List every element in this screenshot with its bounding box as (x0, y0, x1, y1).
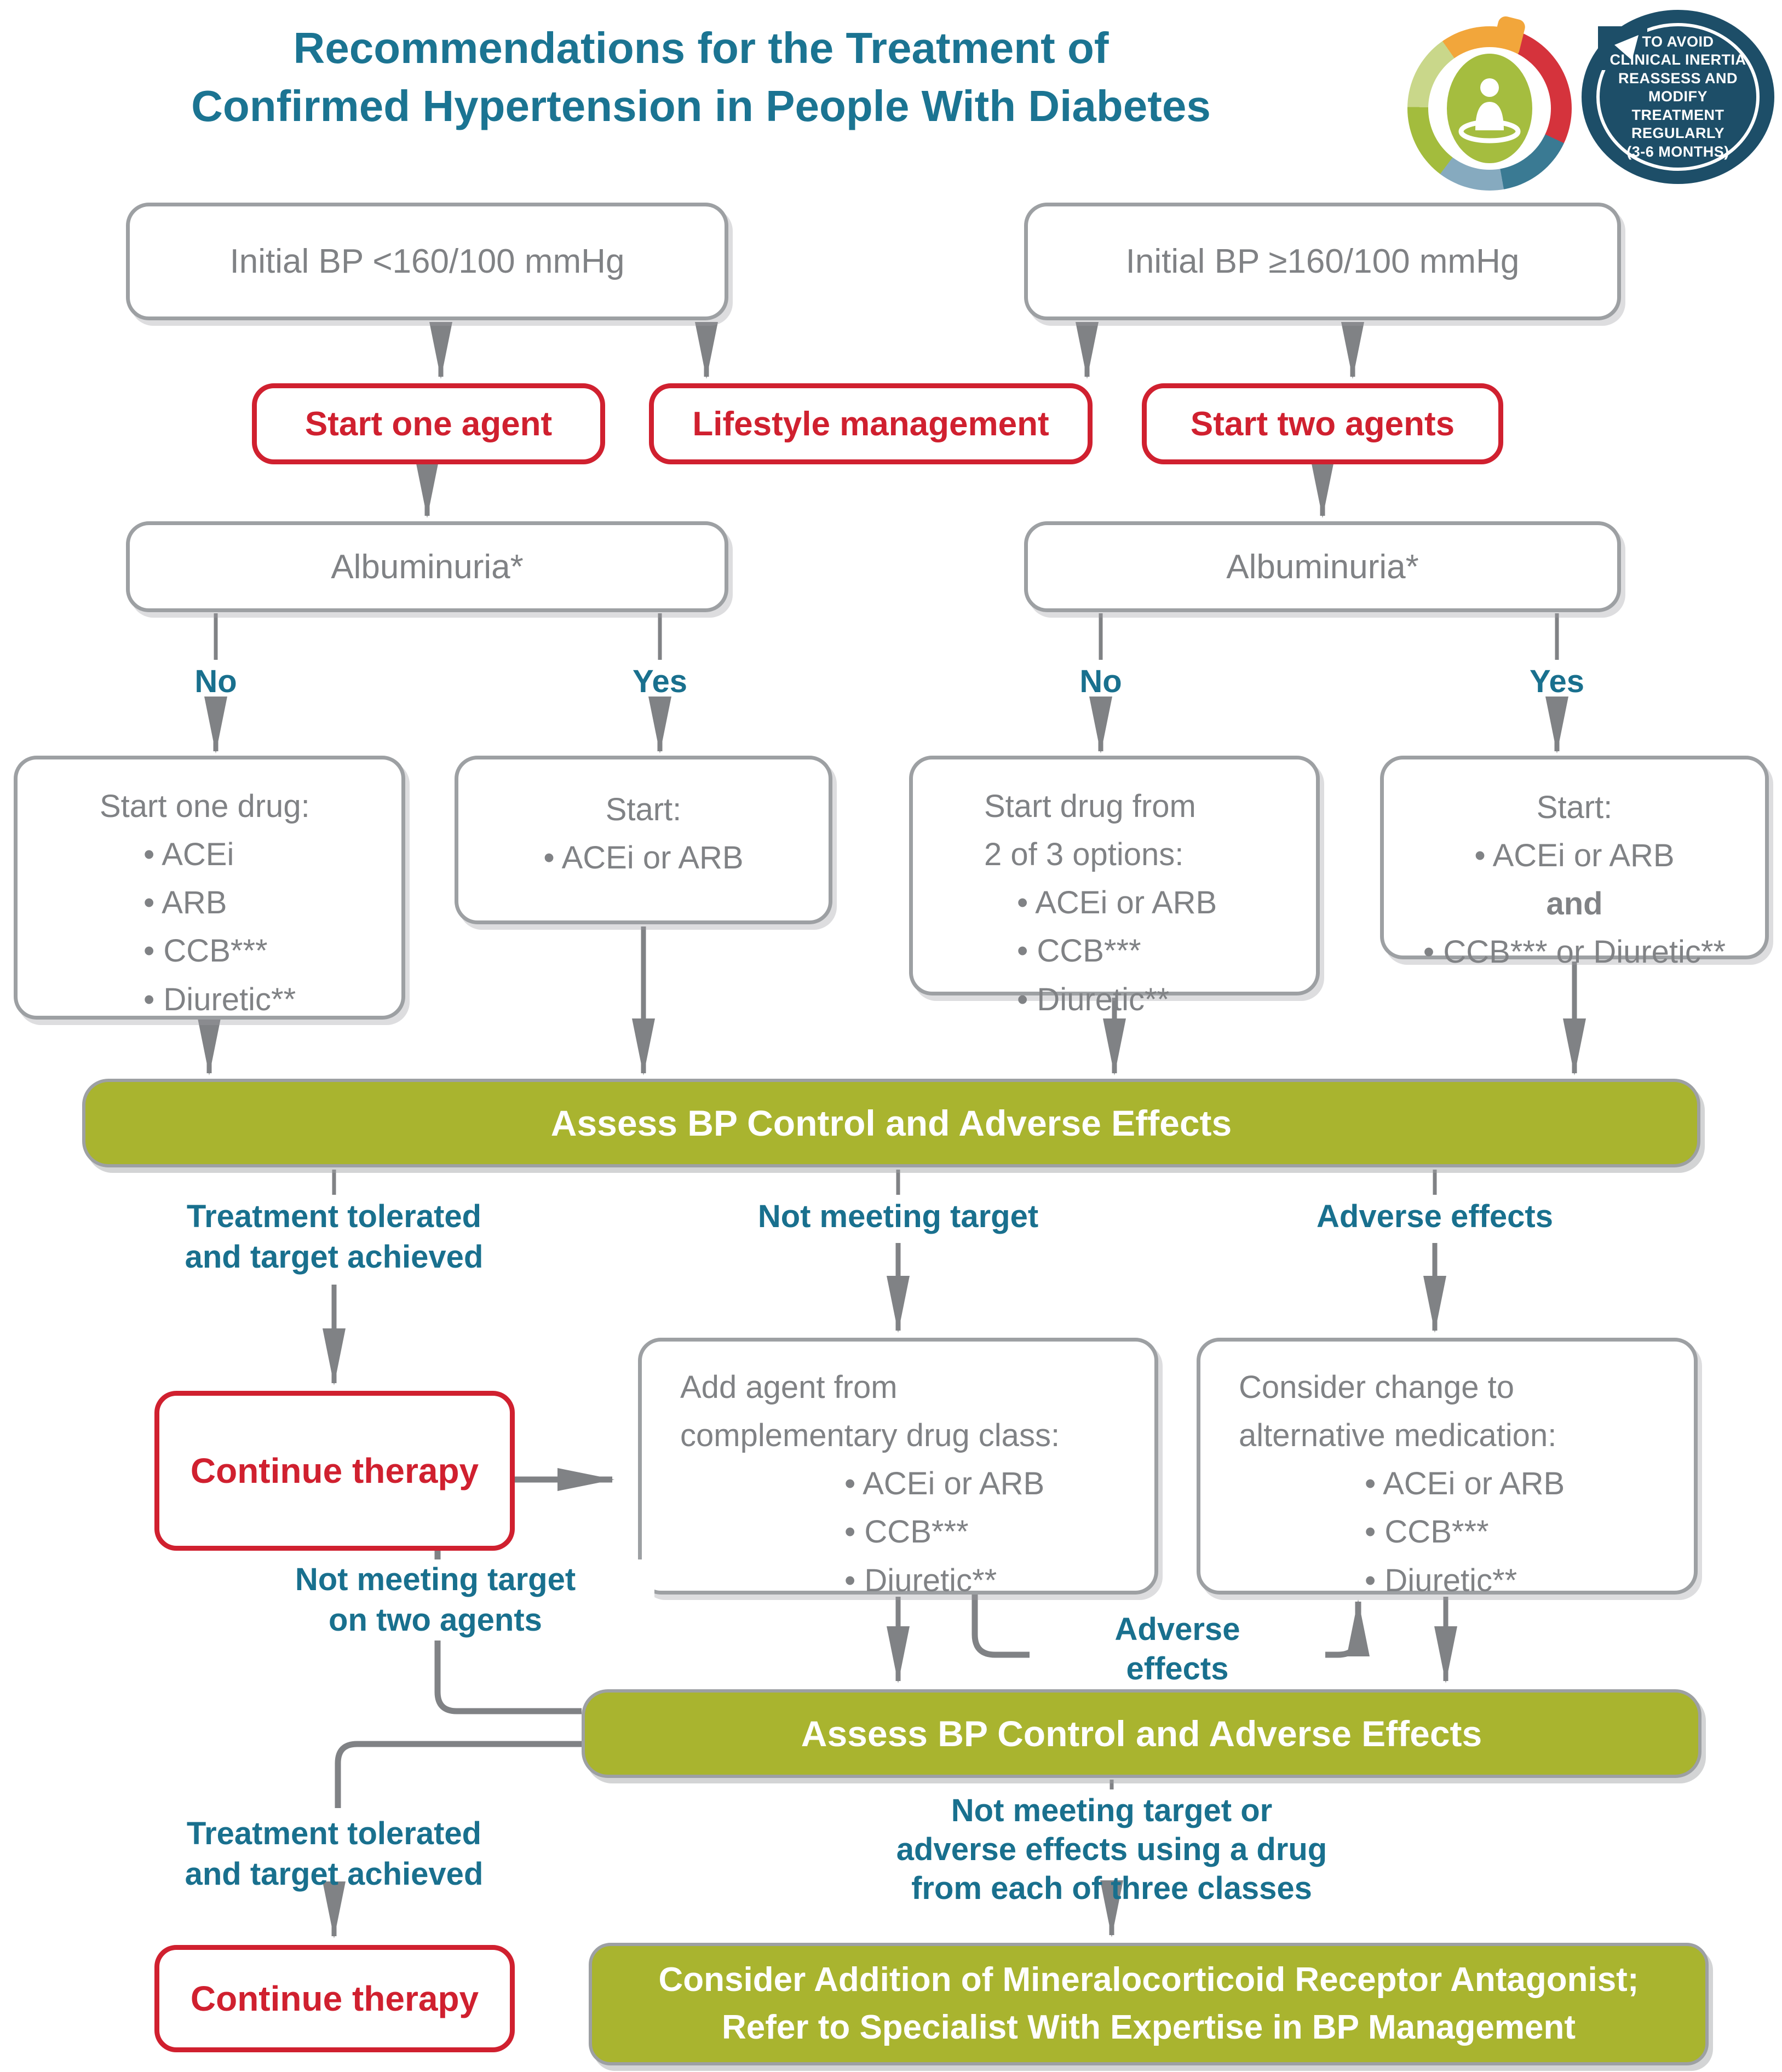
box-heading: alternative medication: (1239, 1418, 1557, 1454)
page-title (71, 19, 1331, 135)
list-item: • ACEi or ARB (1017, 885, 1217, 921)
node-lifestyle-management: Lifestyle management (649, 383, 1093, 464)
box-heading: Consider change to (1239, 1369, 1514, 1405)
branch-yes-left: Yes (633, 664, 687, 699)
box-heading: Start drug from (984, 788, 1196, 824)
list-item: • ACEi (143, 837, 234, 873)
box-heading: Add agent from (680, 1369, 898, 1405)
branch-no-right: No (1079, 664, 1122, 699)
list-item: • CCB*** (1017, 933, 1141, 969)
node-consider-change (1197, 1338, 1698, 1598)
list-item: • CCB*** (844, 1514, 969, 1550)
node-start-two-drugs (1380, 756, 1769, 970)
label-adverse-effects-small: Adverse effects (1030, 1610, 1325, 1689)
node-initial-bp-lt: Initial BP <160/100 mmHg (126, 203, 728, 320)
node-start-one-drug (14, 756, 405, 1020)
list-item: • Diuretic** (844, 1562, 997, 1598)
label-adverse-effects: Adverse effects (1317, 1199, 1553, 1234)
list-item: • Diuretic** (143, 981, 296, 1017)
diabetes-care-cycle-icon (1407, 26, 1572, 191)
node-start-two-agents: Start two agents (1142, 383, 1503, 464)
list-item: • ACEi or ARB (543, 840, 744, 876)
box-heading: Start: (1536, 790, 1613, 825)
branch-no-left: No (194, 664, 237, 699)
label-not-meeting-target: Not meeting target (757, 1199, 1039, 1234)
node-albuminuria-left: Albuminuria* (126, 521, 728, 612)
box-heading: complementary drug class: (680, 1418, 1060, 1454)
list-item: • Diuretic** (1017, 981, 1170, 1017)
page-title-line1: Recommendations for the Treatment of (293, 24, 1109, 72)
person-icon (1407, 26, 1572, 191)
list-item: • ACEi or ARB (1365, 1466, 1565, 1502)
assess-bar-2: Assess BP Control and Adverse Effects (582, 1689, 1701, 1778)
list-item: • Diuretic** (1365, 1562, 1517, 1598)
branch-yes-right: Yes (1530, 664, 1584, 699)
list-item: • ACEi or ARB (1474, 838, 1675, 874)
label-treatment-tolerated-1: Treatment tolerated and target achieved (185, 1199, 484, 1275)
node-final-mra: Consider Addition of Mineralocorticoid Receptor Antagonist; Refer to Specialist With Expertise in BP Management (589, 1943, 1709, 2065)
node-continue-therapy-2: Continue therapy (154, 1945, 515, 2052)
node-continue-therapy-1: Continue therapy (154, 1391, 515, 1551)
assess-bar-1: Assess BP Control and Adverse Effects (82, 1079, 1700, 1167)
label-not-meeting-or-adverse: Not meeting target or adverse effects using a drug from each of three classes (896, 1793, 1327, 1906)
elbow-assess2-to-tolerated (338, 1744, 582, 1808)
box-heading: Start one drug: (100, 788, 310, 824)
node-start-acei-arb (455, 756, 832, 924)
list-conjunction: and (1546, 886, 1603, 922)
label-treatment-tolerated-2: Treatment tolerated and target achieved (185, 1816, 484, 1892)
list-item: • ACEi or ARB (844, 1466, 1045, 1502)
label-not-meeting-two-agents: Not meeting target on two agents (216, 1559, 654, 1641)
reassess-badge (1582, 10, 1774, 184)
box-heading: Start: (605, 792, 682, 827)
reassess-badge-text: TO AVOID CLINICAL INERTIA REASSESS AND MODIFY TREATMENT REGULARLY (3-6 MONTHS) (1609, 33, 1746, 160)
list-item: • ARB (143, 885, 227, 921)
box-heading: 2 of 3 options: (984, 837, 1184, 873)
list-item: • CCB*** (143, 933, 268, 969)
node-albuminuria-right: Albuminuria* (1024, 521, 1621, 612)
page-title-line2: Confirmed Hypertension in People With Diabetes (191, 81, 1211, 130)
list-item: • CCB*** (1365, 1514, 1489, 1550)
node-add-agent (638, 1338, 1158, 1598)
node-initial-bp-ge: Initial BP ≥160/100 mmHg (1024, 203, 1621, 320)
node-start-2of3 (909, 756, 1320, 1017)
node-start-one-agent: Start one agent (252, 383, 605, 464)
list-item: • CCB*** or Diuretic** (1423, 934, 1726, 970)
